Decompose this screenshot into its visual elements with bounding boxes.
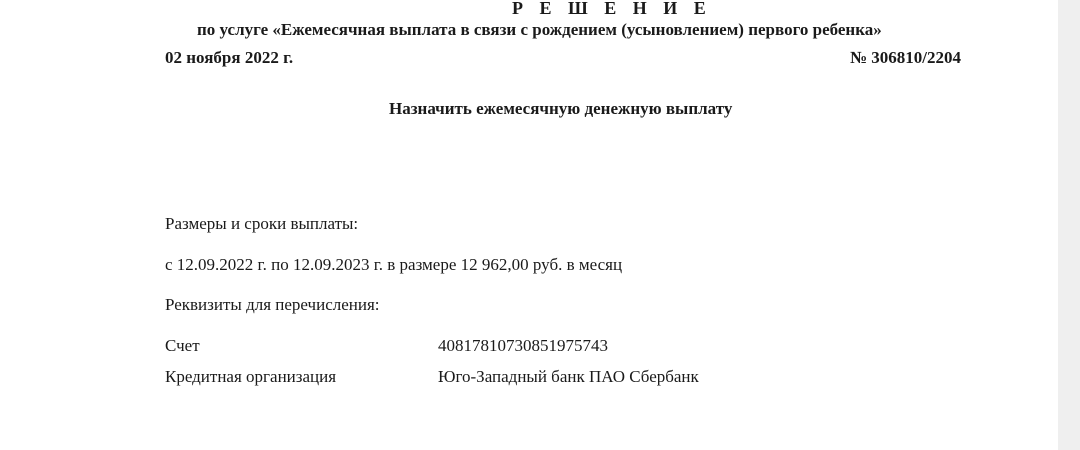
bank-label: Кредитная организация <box>165 367 337 386</box>
account-label: Счет <box>165 336 200 355</box>
document-date: 02 ноября 2022 г. <box>165 48 294 67</box>
bank-value: Юго-Западный банк ПАО Сбербанк <box>438 367 699 386</box>
document-title: Р Е Ш Е Н И Е <box>512 0 712 18</box>
viewer-scroll-area[interactable] <box>1058 0 1080 450</box>
payment-label: Размеры и сроки выплаты: <box>165 214 359 233</box>
document-number: № 306810/2204 <box>849 48 961 67</box>
requisites-label: Реквизиты для перечисления: <box>165 295 380 314</box>
payment-period: с 12.09.2022 г. по 12.09.2023 г. в размере 12 962,00 руб. в месяц <box>165 255 623 274</box>
account-value: 40817810730851975743 <box>438 336 608 355</box>
document-subtitle: по услуге «Ежемесячная выплата в связи с рождением (усыновлением) первого ребенка» <box>197 20 882 39</box>
decision-heading: Назначить ежемесячную денежную выплату <box>389 99 733 118</box>
